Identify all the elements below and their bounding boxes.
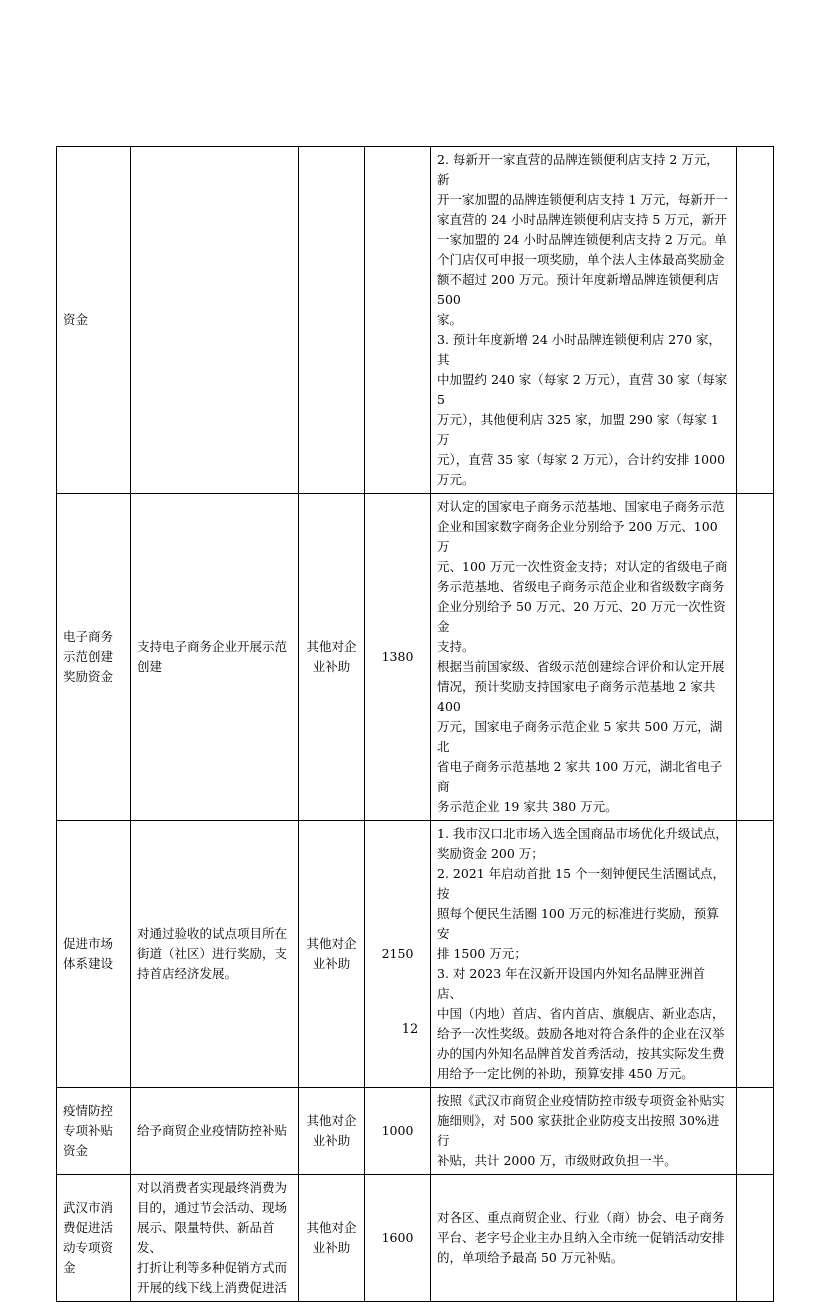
detail-cell-line: 企业和国家数字商务企业分别给予 200 万元、100 万 [437, 519, 718, 554]
detail-cell-line: 奖励资金 200 万； [437, 846, 544, 861]
detail-cell-line: 元），直营 35 家（每家 2 万元），合计约安排 1000 [437, 452, 726, 467]
support-method-cell-line: 业补助 [312, 1133, 351, 1148]
support-method-cell-line: 业补助 [312, 659, 351, 674]
detail-cell-line: 支持。 [437, 639, 475, 654]
detail-cell-line: 务示范企业 19 家共 380 万元。 [437, 799, 618, 814]
fund-name-cell-line: 动专项资 [63, 1240, 114, 1255]
detail-cell-line: 按照《武汉市商贸企业疫情防控市级专项资金补贴实 [437, 1093, 725, 1108]
fund-content-cell [131, 1175, 299, 1302]
fund-name-cell [57, 1088, 131, 1175]
fund-content-cell-line: 目的，通过节会活动、现场 [137, 1200, 288, 1215]
detail-cell-line: 2. 2021 年启动首批 15 个一刻钟便民生活圈试点，按 [437, 866, 726, 901]
detail-cell [431, 494, 737, 821]
detail-cell-line: 补贴，共计 2000 万，市级财政负担一半。 [437, 1153, 677, 1168]
support-method-cell [299, 1175, 365, 1302]
detail-cell-line: 中国（内地）首店、省内首店、旗舰店、新业态店， [437, 1006, 725, 1021]
detail-cell-line: 万元），其他便利店 325 家，加盟 290 家（每家 1 万 [437, 412, 719, 447]
remark-cell [737, 494, 774, 821]
fund-content-cell-line: 对以消费者实现最终消费为 [137, 1180, 288, 1195]
fund-name-cell [57, 147, 131, 494]
support-method-cell-line: 其他对企 [306, 1113, 357, 1128]
table-row [57, 147, 774, 494]
fund-content-cell-line: 对通过验收的试点项目所在 [137, 926, 288, 941]
support-method-cell-line: 其他对企 [306, 639, 357, 654]
fund-content-cell-line: 创建 [137, 659, 163, 674]
detail-cell-line: 2. 每新开一家直营的品牌连锁便利店支持 2 万元，新 [437, 152, 719, 187]
fund-name-cell-line: 资金 [63, 1143, 89, 1158]
detail-cell-line: 3. 对 2023 年在汉新开设国内外知名品牌亚洲首店、 [437, 966, 706, 1001]
fund-name-cell-line: 奖励资金 [63, 669, 114, 684]
fund-name-cell-line: 武汉市消 [63, 1200, 114, 1215]
detail-cell-line: 的，单项给予最高 50 万元补贴。 [437, 1250, 624, 1265]
fund-content-cell-line: 展示、限量特供、新品首发、 [137, 1220, 275, 1255]
detail-cell-line: 企业分别给予 50 万元、20 万元、20 万元一次性资金 [437, 599, 726, 634]
remark-cell [737, 821, 774, 1088]
amount-cell: 1000 [365, 1088, 431, 1175]
detail-cell-line: 1. 我市汉口北市场入选全国商品市场优化升级试点， [437, 826, 728, 841]
support-method-cell-line: 业补助 [312, 956, 351, 971]
detail-cell [431, 1175, 737, 1302]
amount-cell [365, 147, 431, 494]
amount-cell: 2150 [365, 821, 431, 1088]
detail-cell-line: 平台、老字号企业主办且纳入全市统一促销活动安排 [437, 1230, 725, 1245]
detail-cell [431, 821, 737, 1088]
remark-cell [737, 147, 774, 494]
fund-name-cell-line: 促进市场 [63, 936, 114, 951]
fund-name-cell-line: 电子商务 [63, 629, 114, 644]
fund-content-cell-line: 街道（社区）进行奖励，支 [137, 946, 288, 961]
fund-content-cell-line: 给予商贸企业疫情防控补贴 [137, 1123, 288, 1138]
support-method-cell-line: 其他对企 [306, 936, 357, 951]
table-row [57, 1088, 774, 1175]
table-body [57, 147, 774, 1302]
fund-name-cell-line: 费促进活 [63, 1220, 114, 1235]
detail-cell-line: 中加盟约 240 家（每家 2 万元），直营 30 家（每家 5 [437, 372, 728, 407]
support-method-cell [299, 1088, 365, 1175]
funding-table [56, 146, 774, 1302]
detail-cell-line: 额不超过 200 万元。预计年度新增品牌连锁便利店 500 [437, 272, 719, 307]
fund-name-cell-line: 金 [63, 1260, 76, 1275]
support-method-cell-line: 其他对企 [306, 1220, 357, 1235]
fund-name-cell-line: 体系建设 [63, 956, 114, 971]
detail-cell-line: 3. 预计年度新增 24 小时品牌连锁便利店 270 家，其 [437, 332, 722, 367]
fund-name-cell-line: 资金 [63, 312, 89, 327]
detail-cell-line: 开一家加盟的品牌连锁便利店支持 1 万元，每新开一 [437, 192, 728, 207]
fund-name-cell [57, 821, 131, 1088]
detail-cell-line: 元、100 万元一次性资金支持；对认定的省级电子商 [437, 559, 728, 574]
support-method-cell [299, 147, 365, 494]
detail-cell-line: 根据当前国家级、省级示范创建综合评价和认定开展 [437, 659, 725, 674]
detail-cell-line: 用给予一定比例的补助，预算安排 450 万元。 [437, 1066, 694, 1081]
remark-cell [737, 1175, 774, 1302]
fund-name-cell-line: 专项补贴 [63, 1123, 114, 1138]
detail-cell [431, 147, 737, 494]
detail-cell-line: 一家加盟的 24 小时品牌连锁便利店支持 2 万元。单 [437, 232, 727, 247]
support-method-cell-line: 业补助 [312, 1240, 351, 1255]
detail-cell-line: 家直营的 24 小时品牌连锁便利店支持 5 万元，新开 [437, 212, 727, 227]
detail-cell-line: 对认定的国家电子商务示范基地、国家电子商务示范 [437, 499, 725, 514]
detail-cell-line: 家。 [437, 312, 463, 327]
fund-content-cell [131, 494, 299, 821]
fund-content-cell-line: 打折让利等多种促销方式而 [137, 1260, 288, 1275]
remark-cell [737, 1088, 774, 1175]
amount-cell: 1380 [365, 494, 431, 821]
detail-cell-line: 照每个便民生活圈 100 万元的标准进行奖励，预算安 [437, 906, 719, 941]
detail-cell-line: 务示范基地、省级电子商务示范企业和省级数字商务 [437, 579, 725, 594]
detail-cell-line: 万元，国家电子商务示范企业 5 家共 500 万元，湖北 [437, 719, 723, 754]
amount-cell: 1600 [365, 1175, 431, 1302]
detail-cell-line: 办的国内外知名品牌首发首秀活动，按其实际发生费 [437, 1046, 725, 1061]
support-method-cell [299, 821, 365, 1088]
fund-content-cell-line: 持首店经济发展。 [137, 966, 238, 981]
detail-cell-line: 对各区、重点商贸企业、行业（商）协会、电子商务 [437, 1210, 725, 1225]
table-row [57, 494, 774, 821]
fund-name-cell-line: 示范创建 [63, 649, 114, 664]
detail-cell-line: 排 1500 万元； [437, 946, 527, 961]
fund-content-cell [131, 821, 299, 1088]
detail-cell-line: 万元。 [437, 472, 475, 487]
detail-cell-line: 施细则》，对 500 家获批企业防疫支出按照 30%进行 [437, 1113, 720, 1148]
detail-cell [431, 1088, 737, 1175]
fund-content-cell-line: 支持电子商务企业开展示范 [137, 639, 288, 654]
fund-content-cell [131, 147, 299, 494]
page-number: 12 [401, 1022, 419, 1037]
detail-cell-line: 省电子商务示范基地 2 家共 100 万元，湖北省电子商 [437, 759, 723, 794]
table-row [57, 1175, 774, 1302]
fund-content-cell [131, 1088, 299, 1175]
fund-name-cell-line: 疫情防控 [63, 1103, 114, 1118]
detail-cell-line: 个门店仅可申报一项奖励，单个法人主体最高奖励金 [437, 252, 725, 267]
fund-name-cell [57, 1175, 131, 1302]
fund-content-cell-line: 开展的线下线上消费促进活 [137, 1280, 288, 1295]
fund-name-cell [57, 494, 131, 821]
detail-cell-line: 情况，预计奖励支持国家电子商务示范基地 2 家共 400 [437, 679, 716, 714]
table-row [57, 821, 774, 1088]
detail-cell-line: 给予一次性奖级。鼓励各地对符合条件的企业在汉举 [437, 1026, 725, 1041]
support-method-cell [299, 494, 365, 821]
